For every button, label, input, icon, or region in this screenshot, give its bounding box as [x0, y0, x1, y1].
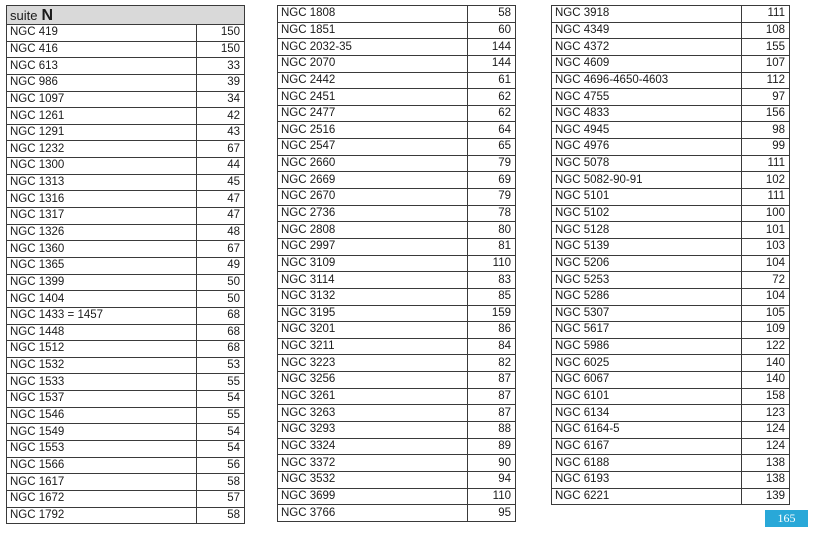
page-ref: 104 [742, 288, 790, 305]
page-ref: 54 [197, 391, 245, 408]
page-ref: 124 [742, 422, 790, 439]
object-name: NGC 6167 [552, 438, 742, 455]
page-ref: 62 [468, 89, 516, 106]
table-row [7, 324, 245, 341]
object-name: NGC 3324 [278, 438, 468, 455]
table-row [552, 471, 790, 488]
object-name: NGC 5139 [552, 238, 742, 255]
table-row [552, 189, 790, 206]
page-ref: 144 [468, 39, 516, 56]
table-row [278, 89, 516, 106]
table-row [552, 355, 790, 372]
object-name: NGC 986 [7, 74, 197, 91]
page-ref: 97 [742, 89, 790, 106]
object-name: NGC 3114 [278, 272, 468, 289]
page-ref: 33 [197, 58, 245, 75]
page-ref: 85 [468, 288, 516, 305]
page-ref: 150 [197, 25, 245, 42]
object-name: NGC 2516 [278, 122, 468, 139]
object-name: NGC 1404 [7, 291, 197, 308]
object-name: NGC 1261 [7, 108, 197, 125]
section-header [7, 6, 245, 25]
page-ref: 68 [197, 341, 245, 358]
object-name: NGC 3372 [278, 455, 468, 472]
table-row [278, 471, 516, 488]
object-name: NGC 1360 [7, 241, 197, 258]
table-row [552, 122, 790, 139]
page-ref: 58 [197, 474, 245, 491]
table-row [7, 274, 245, 291]
table-row [278, 505, 516, 522]
table-row [552, 255, 790, 272]
object-name: NGC 5307 [552, 305, 742, 322]
object-name: NGC 3201 [278, 322, 468, 339]
table-row [7, 441, 245, 458]
object-name: NGC 2451 [278, 89, 468, 106]
page-ref: 79 [468, 155, 516, 172]
object-name: NGC 5286 [552, 288, 742, 305]
page-ref: 82 [468, 355, 516, 372]
object-name: NGC 5206 [552, 255, 742, 272]
table-row [7, 474, 245, 491]
table-row [7, 374, 245, 391]
object-name: NGC 5102 [552, 205, 742, 222]
table-row [278, 322, 516, 339]
table-row [7, 291, 245, 308]
page-ref: 43 [197, 124, 245, 141]
table-row [7, 41, 245, 58]
page-ref: 123 [742, 405, 790, 422]
table-row [552, 172, 790, 189]
object-name: NGC 1433 = 1457 [7, 307, 197, 324]
page-ref: 55 [197, 374, 245, 391]
object-name: NGC 2477 [278, 105, 468, 122]
object-name: NGC 5253 [552, 272, 742, 289]
table-row [278, 105, 516, 122]
table-row [278, 288, 516, 305]
object-name: NGC 6193 [552, 471, 742, 488]
object-name: NGC 3293 [278, 422, 468, 439]
object-name: NGC 1808 [278, 6, 468, 23]
table-row [278, 488, 516, 505]
page-ref: 34 [197, 91, 245, 108]
page-ref: 47 [197, 208, 245, 225]
object-name: NGC 1300 [7, 158, 197, 175]
table-row [552, 39, 790, 56]
table-row [552, 238, 790, 255]
table-row [7, 108, 245, 125]
page-ref: 111 [742, 155, 790, 172]
page-ref: 105 [742, 305, 790, 322]
table-row [552, 89, 790, 106]
object-name: NGC 2547 [278, 139, 468, 156]
section-letter: N [41, 6, 54, 24]
page-ref: 67 [197, 141, 245, 158]
object-name: NGC 4349 [552, 22, 742, 39]
table-row [7, 58, 245, 75]
table-row [7, 124, 245, 141]
table-row [552, 488, 790, 505]
page-ref: 124 [742, 438, 790, 455]
object-name: NGC 1617 [7, 474, 197, 491]
page-ref: 84 [468, 338, 516, 355]
table-row [552, 388, 790, 405]
page-ref: 111 [742, 6, 790, 23]
table-row [278, 338, 516, 355]
table-row [552, 322, 790, 339]
table-row [278, 255, 516, 272]
page-ref: 138 [742, 471, 790, 488]
table-row [278, 55, 516, 72]
page-ref: 107 [742, 55, 790, 72]
page-ref: 45 [197, 174, 245, 191]
object-name: NGC 3256 [278, 372, 468, 389]
object-name: NGC 1792 [7, 507, 197, 524]
table-row [278, 272, 516, 289]
table-row [552, 72, 790, 89]
object-name: NGC 1533 [7, 374, 197, 391]
page-ref: 159 [468, 305, 516, 322]
page-ref: 81 [468, 238, 516, 255]
object-name: NGC 4976 [552, 139, 742, 156]
object-name: NGC 3263 [278, 405, 468, 422]
object-name: NGC 1097 [7, 91, 197, 108]
page-ref: 87 [468, 388, 516, 405]
page-ref: 99 [742, 139, 790, 156]
page-ref: 103 [742, 238, 790, 255]
page-ref: 111 [742, 189, 790, 206]
table-row [552, 222, 790, 239]
page-number: 165 [765, 510, 808, 527]
object-name: NGC 6188 [552, 455, 742, 472]
table-row [278, 189, 516, 206]
table-row [7, 307, 245, 324]
object-name: NGC 4945 [552, 122, 742, 139]
index-column-2 [277, 5, 516, 522]
page-ref: 68 [197, 324, 245, 341]
table-row [7, 158, 245, 175]
page-ref: 83 [468, 272, 516, 289]
table-row [7, 191, 245, 208]
object-name: NGC 6101 [552, 388, 742, 405]
table-row [552, 55, 790, 72]
table-row [552, 422, 790, 439]
table-row [278, 388, 516, 405]
object-name: NGC 5986 [552, 338, 742, 355]
page-ref: 102 [742, 172, 790, 189]
table-row [7, 341, 245, 358]
page-ref: 109 [742, 322, 790, 339]
object-name: NGC 1512 [7, 341, 197, 358]
table-row [278, 22, 516, 39]
page-ref: 95 [468, 505, 516, 522]
page-ref: 61 [468, 72, 516, 89]
table-row [7, 141, 245, 158]
table-row [7, 257, 245, 274]
object-name: NGC 2032-35 [278, 39, 468, 56]
page-ref: 100 [742, 205, 790, 222]
object-name: NGC 1317 [7, 208, 197, 225]
page-ref: 87 [468, 372, 516, 389]
table-row [552, 338, 790, 355]
page-ref: 60 [468, 22, 516, 39]
object-name: NGC 4372 [552, 39, 742, 56]
object-name: NGC 3699 [278, 488, 468, 505]
page-ref: 54 [197, 424, 245, 441]
table-row [278, 205, 516, 222]
page-ref: 156 [742, 105, 790, 122]
table-row [552, 22, 790, 39]
object-name: NGC 2669 [278, 172, 468, 189]
page-ref: 101 [742, 222, 790, 239]
table-row [552, 455, 790, 472]
page-ref: 72 [742, 272, 790, 289]
table-row [278, 6, 516, 23]
page-ref: 68 [197, 307, 245, 324]
table-row [278, 139, 516, 156]
object-name: NGC 3261 [278, 388, 468, 405]
table-row [7, 208, 245, 225]
object-name: NGC 419 [7, 25, 197, 42]
table-row [7, 391, 245, 408]
object-name: NGC 5128 [552, 222, 742, 239]
table-row [278, 355, 516, 372]
section-header-label: suite [10, 7, 38, 23]
index-column-1 [6, 5, 245, 524]
object-name: NGC 4609 [552, 55, 742, 72]
page-ref: 112 [742, 72, 790, 89]
table-row [552, 155, 790, 172]
object-name: NGC 1326 [7, 224, 197, 241]
page-ref: 122 [742, 338, 790, 355]
page-ref: 90 [468, 455, 516, 472]
object-name: NGC 1549 [7, 424, 197, 441]
page-ref: 89 [468, 438, 516, 455]
object-name: NGC 2997 [278, 238, 468, 255]
table-row [278, 372, 516, 389]
section-header-row [7, 6, 245, 25]
page-ref: 42 [197, 108, 245, 125]
table-row [7, 224, 245, 241]
page-ref: 67 [197, 241, 245, 258]
page-ref: 64 [468, 122, 516, 139]
table-row [7, 174, 245, 191]
page-ref: 140 [742, 355, 790, 372]
table-row [552, 438, 790, 455]
page-ref: 104 [742, 255, 790, 272]
table-row [552, 288, 790, 305]
page-ref: 108 [742, 22, 790, 39]
table-row [552, 305, 790, 322]
object-name: NGC 2070 [278, 55, 468, 72]
object-name: NGC 2670 [278, 189, 468, 206]
page-ref: 56 [197, 457, 245, 474]
page-ref: 155 [742, 39, 790, 56]
table-row [7, 457, 245, 474]
object-name: NGC 6134 [552, 405, 742, 422]
object-name: NGC 3532 [278, 471, 468, 488]
table-row [7, 424, 245, 441]
object-name: NGC 5082-90-91 [552, 172, 742, 189]
page-ref: 58 [468, 6, 516, 23]
page-ref: 47 [197, 191, 245, 208]
index-column-3 [551, 5, 790, 505]
page-ref: 158 [742, 388, 790, 405]
page-ref: 94 [468, 471, 516, 488]
object-name: NGC 5617 [552, 322, 742, 339]
object-name: NGC 3223 [278, 355, 468, 372]
object-name: NGC 416 [7, 41, 197, 58]
object-name: NGC 3132 [278, 288, 468, 305]
page-ref: 86 [468, 322, 516, 339]
object-name: NGC 3195 [278, 305, 468, 322]
table-row [278, 122, 516, 139]
object-name: NGC 1566 [7, 457, 197, 474]
object-name: NGC 4833 [552, 105, 742, 122]
page-ref: 58 [197, 507, 245, 524]
object-name: NGC 1232 [7, 141, 197, 158]
page-ref: 44 [197, 158, 245, 175]
page-ref: 78 [468, 205, 516, 222]
page-ref: 144 [468, 55, 516, 72]
table-row [7, 25, 245, 42]
object-name: NGC 1537 [7, 391, 197, 408]
object-name: NGC 3918 [552, 6, 742, 23]
page-ref: 53 [197, 357, 245, 374]
object-name: NGC 1399 [7, 274, 197, 291]
table-row [278, 422, 516, 439]
table-row [278, 405, 516, 422]
table-row [7, 407, 245, 424]
table-row [552, 405, 790, 422]
table-row [552, 105, 790, 122]
table-row [7, 507, 245, 524]
table-row [278, 305, 516, 322]
page-ref: 80 [468, 222, 516, 239]
object-name: NGC 2442 [278, 72, 468, 89]
table-row [278, 72, 516, 89]
page-ref: 140 [742, 372, 790, 389]
table-row [278, 155, 516, 172]
object-name: NGC 1553 [7, 441, 197, 458]
page-ref: 87 [468, 405, 516, 422]
object-name: NGC 1316 [7, 191, 197, 208]
page-ref: 110 [468, 488, 516, 505]
page-ref: 50 [197, 291, 245, 308]
object-name: NGC 3766 [278, 505, 468, 522]
object-name: NGC 1313 [7, 174, 197, 191]
object-name: NGC 1546 [7, 407, 197, 424]
table-row [7, 91, 245, 108]
object-name: NGC 2808 [278, 222, 468, 239]
object-name: NGC 1448 [7, 324, 197, 341]
page-ref: 57 [197, 490, 245, 507]
page-ref: 139 [742, 488, 790, 505]
page-ref: 138 [742, 455, 790, 472]
page-ref: 150 [197, 41, 245, 58]
object-name: NGC 6164-5 [552, 422, 742, 439]
table-row [278, 39, 516, 56]
page-ref: 98 [742, 122, 790, 139]
table-row [278, 455, 516, 472]
page-ref: 55 [197, 407, 245, 424]
object-name: NGC 1851 [278, 22, 468, 39]
object-name: NGC 1291 [7, 124, 197, 141]
object-name: NGC 2736 [278, 205, 468, 222]
object-name: NGC 4696-4650-4603 [552, 72, 742, 89]
table-row [7, 74, 245, 91]
page-ref: 39 [197, 74, 245, 91]
object-name: NGC 3109 [278, 255, 468, 272]
object-name: NGC 6221 [552, 488, 742, 505]
page-ref: 62 [468, 105, 516, 122]
page-ref: 110 [468, 255, 516, 272]
object-name: NGC 1365 [7, 257, 197, 274]
table-row [278, 172, 516, 189]
table-row [7, 357, 245, 374]
page-ref: 48 [197, 224, 245, 241]
table-row [7, 490, 245, 507]
table-row [278, 222, 516, 239]
object-name: NGC 6025 [552, 355, 742, 372]
object-name: NGC 5078 [552, 155, 742, 172]
object-name: NGC 1672 [7, 490, 197, 507]
table-row [552, 139, 790, 156]
object-name: NGC 4755 [552, 89, 742, 106]
table-row [552, 272, 790, 289]
object-name: NGC 3211 [278, 338, 468, 355]
table-row [278, 238, 516, 255]
object-name: NGC 613 [7, 58, 197, 75]
page-ref: 49 [197, 257, 245, 274]
table-row [552, 205, 790, 222]
page-ref: 88 [468, 422, 516, 439]
page-ref: 54 [197, 441, 245, 458]
table-row [552, 372, 790, 389]
table-row [7, 241, 245, 258]
page-ref: 65 [468, 139, 516, 156]
object-name: NGC 2660 [278, 155, 468, 172]
object-name: NGC 6067 [552, 372, 742, 389]
page-ref: 50 [197, 274, 245, 291]
object-name: NGC 1532 [7, 357, 197, 374]
object-name: NGC 5101 [552, 189, 742, 206]
page-ref: 69 [468, 172, 516, 189]
table-row [552, 6, 790, 23]
table-row [278, 438, 516, 455]
page-ref: 79 [468, 189, 516, 206]
